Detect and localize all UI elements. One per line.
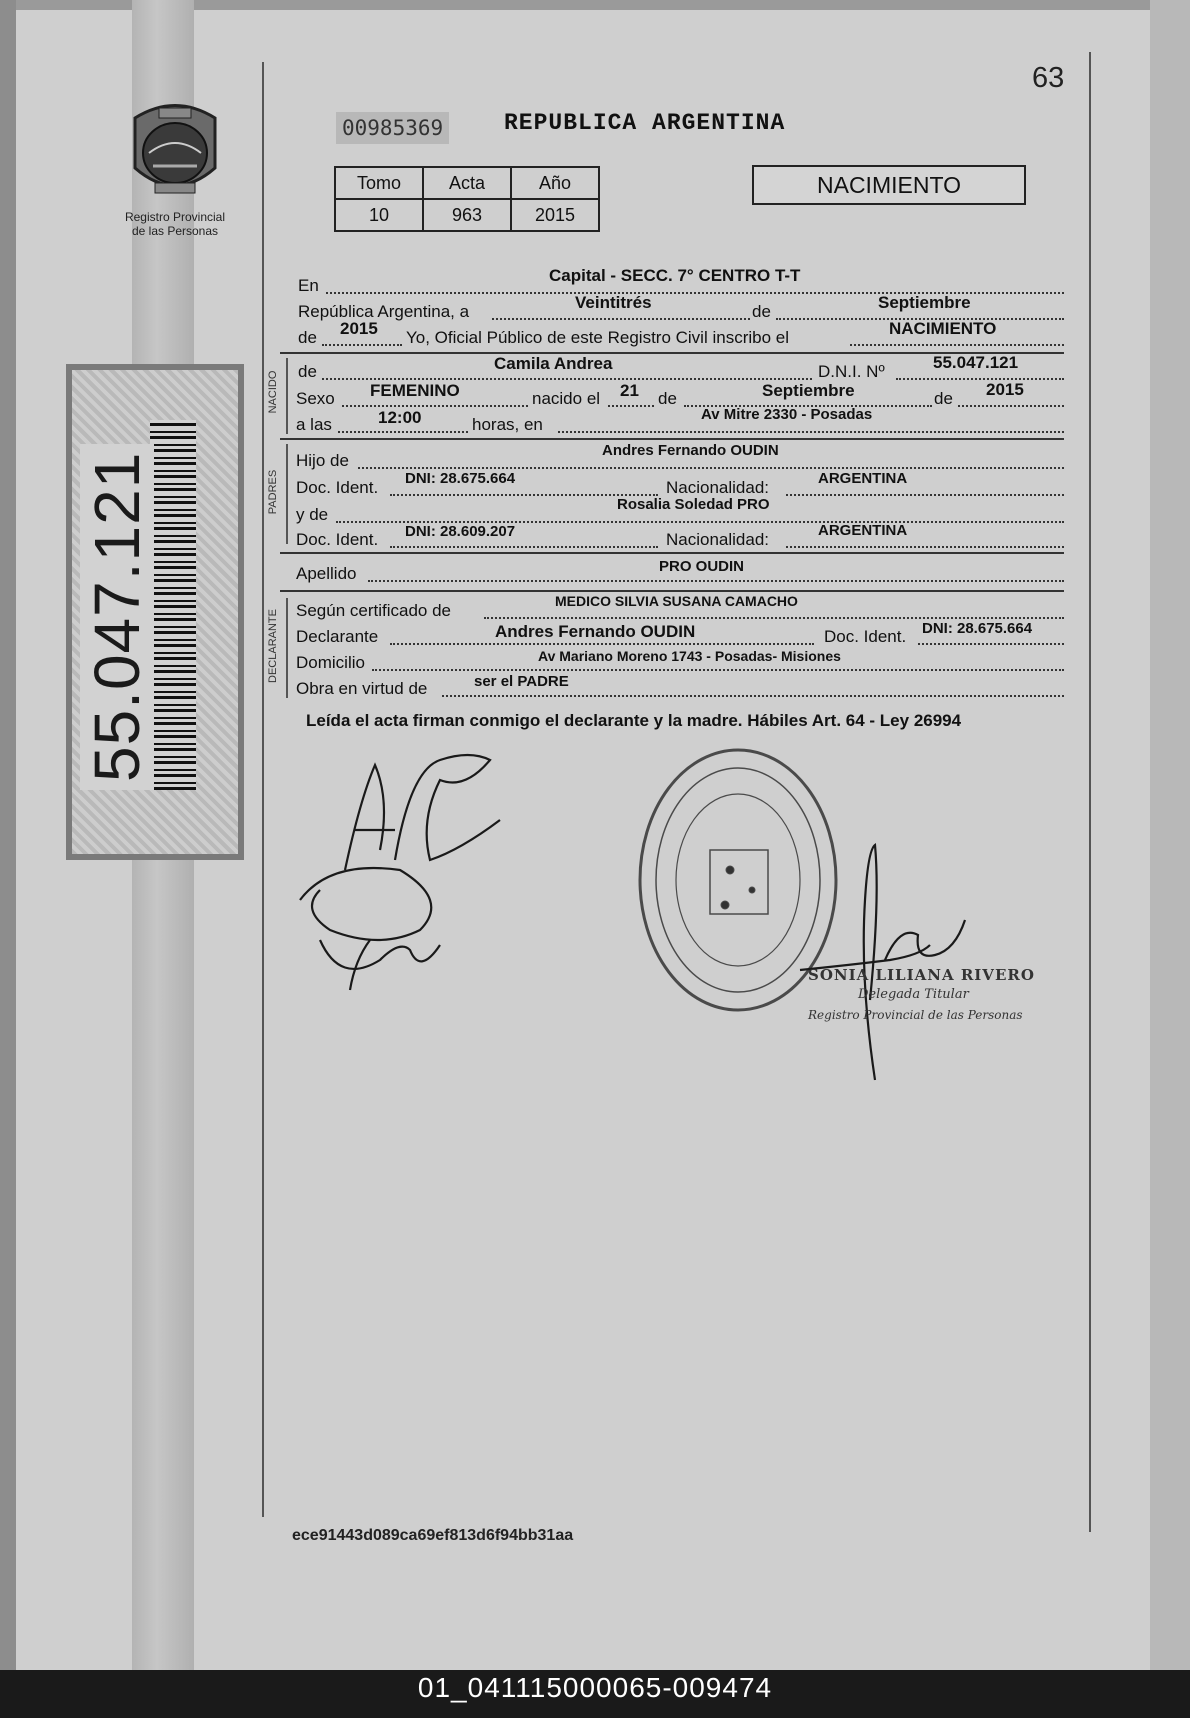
register-header-acta: Acta xyxy=(423,167,511,199)
de-label-3: de xyxy=(934,389,953,408)
republica-label: República Argentina, a xyxy=(298,302,470,321)
nacido-de-label: de xyxy=(298,362,317,381)
declarante-doc-label: Doc. Ident. xyxy=(824,627,907,646)
closing-statement: Leída el acta firman conmigo el declarante y la madre. Hábiles Art. 64 - Ley 26994 xyxy=(306,711,962,730)
father-doc-value: DNI: 28.675.664 xyxy=(405,470,516,487)
register-header-tomo: Tomo xyxy=(335,167,423,199)
official-name: SONIA LILIANA RIVERO xyxy=(808,966,1035,984)
apellido-value: PRO OUDIN xyxy=(659,558,745,575)
official-signature-icon xyxy=(800,845,965,1080)
father-doc-label: Doc. Ident. xyxy=(296,478,379,497)
birth-day-value: 21 xyxy=(620,381,639,400)
scan-file-id: 01_041115000065-009474 xyxy=(417,1672,773,1703)
de-label: de xyxy=(752,302,771,321)
official-office: Registro Provincial de las Personas xyxy=(808,1008,1023,1022)
declarant-signature-icon xyxy=(300,755,500,990)
mother-nationality-value: ARGENTINA xyxy=(818,522,908,539)
seal-caption-line1: Registro Provincial xyxy=(124,210,226,224)
mother-doc-value: DNI: 28.609.207 xyxy=(405,523,516,540)
inscription-value: NACIMIENTO xyxy=(889,319,997,338)
de-year-label: de xyxy=(298,328,317,347)
register-value-acta: 963 xyxy=(423,199,511,231)
id-number-vertical: 55.047.121 xyxy=(80,444,154,790)
domicilio-label: Domicilio xyxy=(296,653,365,672)
sexo-value: FEMENINO xyxy=(370,381,460,400)
seal-caption-line2: de las Personas xyxy=(131,224,219,238)
register-value-anio: 2015 xyxy=(511,199,599,231)
obra-value: ser el PADRE xyxy=(474,673,569,690)
declarante-side-label: DECLARANTE xyxy=(267,609,279,683)
mother-doc-label: Doc. Ident. xyxy=(296,530,379,549)
en-value: Capital - SECC. 7° CENTRO T-T xyxy=(549,266,801,285)
sexo-label: Sexo xyxy=(296,389,335,408)
birth-year-value: 2015 xyxy=(986,380,1024,399)
mother-nationality-label: Nacionalidad: xyxy=(666,530,770,549)
official-title: Delegada Titular xyxy=(858,987,969,1002)
nacido-el-label: nacido el xyxy=(532,389,601,408)
officer-text: Yo, Oficial Público de este Registro Civil inscribo el xyxy=(406,328,789,347)
birth-place-value: Av Mitre 2330 - Posadas xyxy=(701,406,873,423)
page-number: 63 xyxy=(1032,62,1065,94)
serial-number: 00985369 xyxy=(336,112,449,144)
dni-label: D.N.I. Nº xyxy=(818,362,885,381)
register-value-tomo: 10 xyxy=(335,199,423,231)
de-label-2: de xyxy=(658,389,677,408)
padres-side-label: PADRES xyxy=(267,469,279,515)
mother-name-value: Rosalia Soledad PRO xyxy=(617,496,770,513)
month-value: Septiembre xyxy=(878,293,971,312)
certificado-value: MEDICO SILVIA SUSANA CAMACHO xyxy=(555,593,798,609)
declarante-value: Andres Fernando OUDIN xyxy=(495,622,696,641)
year-value: 2015 xyxy=(340,319,378,338)
father-nationality-value: ARGENTINA xyxy=(818,470,908,487)
official-stamp-icon xyxy=(640,750,836,1010)
domicilio-value: Av Mariano Moreno 1743 - Posadas- Misiones xyxy=(538,648,841,664)
child-name-value: Camila Andrea xyxy=(494,354,613,373)
record-type-box: NACIMIENTO xyxy=(752,165,1026,205)
official-signature-block xyxy=(808,965,1035,1025)
day-value: Veintitrés xyxy=(575,293,652,312)
hijo-de-label: Hijo de xyxy=(296,451,349,470)
child-dni-value: 55.047.121 xyxy=(933,353,1019,372)
father-nationality-label: Nacionalidad: xyxy=(666,478,770,497)
register-header-anio: Año xyxy=(511,167,599,199)
obra-label: Obra en virtud de xyxy=(296,679,428,698)
birth-time-value: 12:00 xyxy=(378,408,422,427)
father-name-value: Andres Fernando OUDIN xyxy=(602,442,779,459)
birth-month-value: Septiembre xyxy=(762,381,855,400)
declarante-label: Declarante xyxy=(296,627,379,646)
en-label: En xyxy=(298,276,319,295)
nacido-side-label: NACIDO xyxy=(267,370,279,414)
a-las-label: a las xyxy=(296,415,332,434)
horas-label: horas, en xyxy=(472,415,543,434)
certificado-label: Según certificado de xyxy=(296,601,451,620)
apellido-label: Apellido xyxy=(296,564,357,583)
y-de-label: y de xyxy=(296,505,329,524)
country-title: REPUBLICA ARGENTINA xyxy=(504,110,786,136)
declarante-doc-value: DNI: 28.675.664 xyxy=(922,620,1033,637)
document-hash: ece91443d089ca69ef813d6f94bb31aa xyxy=(292,1527,574,1544)
